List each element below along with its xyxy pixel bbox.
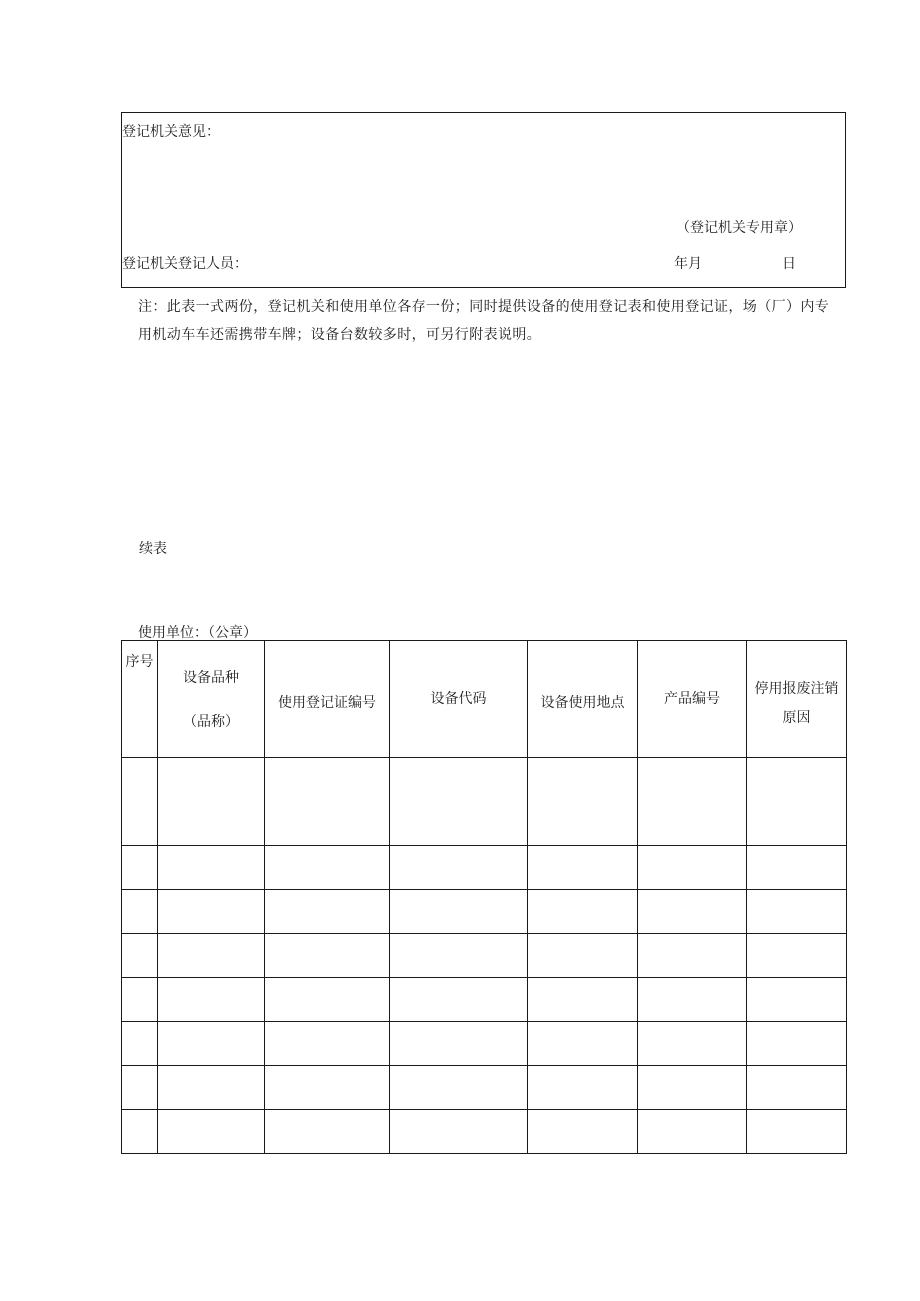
table-header-row [122,641,847,758]
table-cell[interactable] [265,1066,390,1110]
header-device-code-label: 设备代码 [430,691,487,707]
table-cell[interactable] [747,758,847,846]
table-cell[interactable] [747,846,847,890]
table-row [122,890,847,934]
table-cell[interactable] [265,846,390,890]
table-cell[interactable] [390,1066,528,1110]
table-cell[interactable] [158,1022,265,1066]
opinion-label: 登记机关意见： [122,124,220,140]
header-product-no-label: 产品编号 [664,691,720,707]
table-cell[interactable] [528,934,638,978]
table-cell[interactable] [528,1110,638,1154]
header-location-label: 设备使用地点 [540,695,625,711]
table-row [122,1022,847,1066]
table-cell[interactable] [747,890,847,934]
table-cell[interactable] [638,890,747,934]
table-cell[interactable] [122,758,158,846]
header-variety [158,641,265,758]
table-cell[interactable] [747,1066,847,1110]
table-cell[interactable] [747,978,847,1022]
header-device-code [390,641,528,758]
day-label: 日 [782,256,796,272]
table-cell[interactable] [747,1110,847,1154]
table-cell[interactable] [528,758,638,846]
table-cell[interactable] [158,758,265,846]
table-row [122,934,847,978]
table-cell[interactable] [122,890,158,934]
table-cell[interactable] [265,890,390,934]
table-row [122,1110,847,1154]
header-seq-label: 序号 [125,654,154,670]
table-cell[interactable] [265,758,390,846]
header-reason-line2: 原因 [782,710,811,726]
table-row [122,1066,847,1110]
header-reason [747,641,847,758]
note-line-1: 注：此表一式两份，登记机关和使用单位各存一份；同时提供设备的使用登记表和使用登记证，场（厂）内专 [138,299,830,315]
table-cell[interactable] [638,758,747,846]
staff-label: 登记机关登记人员： [122,256,248,272]
table-cell[interactable] [638,1066,747,1110]
header-location [528,641,638,758]
table-cell[interactable] [158,1066,265,1110]
table-row [122,978,847,1022]
registration-opinion-box [121,112,846,288]
table-cell[interactable] [390,934,528,978]
table-cell[interactable] [122,978,158,1022]
table-cell[interactable] [528,1066,638,1110]
table-cell[interactable] [122,934,158,978]
table-cell[interactable] [638,1110,747,1154]
table-cell[interactable] [390,1110,528,1154]
table-cell[interactable] [528,978,638,1022]
header-cert-no-label: 使用登记证编号 [278,695,376,711]
continuation-title: 续表 [139,541,167,557]
table-cell[interactable] [158,846,265,890]
table-cell[interactable] [122,1110,158,1154]
header-cert-no [265,641,390,758]
header-product-no [638,641,747,758]
table-cell[interactable] [158,978,265,1022]
table-cell[interactable] [638,934,747,978]
year-month-label: 年月 [674,256,702,272]
table-cell[interactable] [265,1110,390,1154]
header-seq [122,641,158,758]
header-variety-line2: （品称） [183,714,239,730]
table-cell[interactable] [122,1066,158,1110]
table-cell[interactable] [265,978,390,1022]
table-cell[interactable] [390,846,528,890]
table-cell[interactable] [158,934,265,978]
table-cell[interactable] [638,978,747,1022]
table-cell[interactable] [390,890,528,934]
seal-label: （登记机关专用章） [676,220,802,236]
device-table-container [121,640,846,1155]
table-cell[interactable] [638,1022,747,1066]
table-cell[interactable] [528,1022,638,1066]
table-cell[interactable] [122,1022,158,1066]
table-cell[interactable] [390,758,528,846]
table-cell[interactable] [122,846,158,890]
device-table [121,640,847,1154]
header-reason-line1: 停用报废注销 [754,681,839,697]
table-cell[interactable] [528,846,638,890]
table-cell[interactable] [638,846,747,890]
table-cell[interactable] [528,890,638,934]
table-cell[interactable] [747,1022,847,1066]
table-cell[interactable] [265,1022,390,1066]
table-cell[interactable] [158,890,265,934]
table-cell[interactable] [390,978,528,1022]
note-line-2: 用机动车车还需携带车牌；设备台数较多时，可另行附表说明。 [138,327,542,343]
header-variety-line1: 设备品种 [183,670,239,686]
table-row [122,758,847,846]
table-cell[interactable] [158,1110,265,1154]
table-row [122,846,847,890]
table-cell[interactable] [747,934,847,978]
table-cell[interactable] [390,1022,528,1066]
using-unit-label: 使用单位：（公章） [138,625,257,641]
table-cell[interactable] [265,934,390,978]
